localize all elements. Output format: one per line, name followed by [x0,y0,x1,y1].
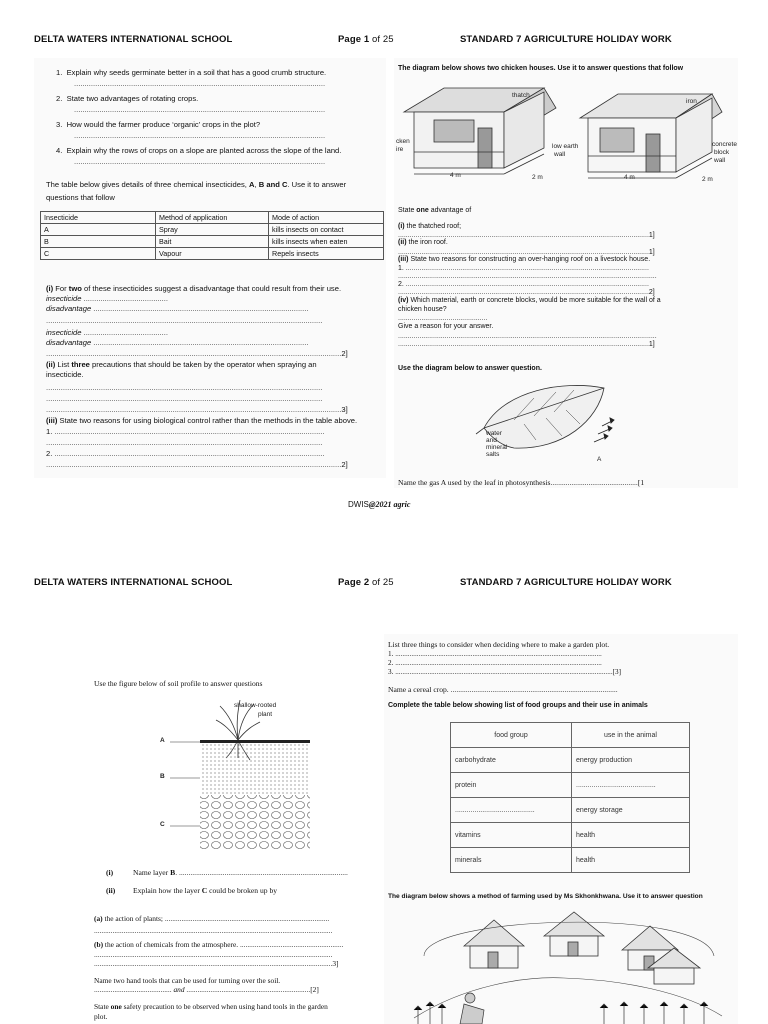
question-name-layer-b: (i) [106,868,114,877]
table-row [451,823,690,848]
insecticide-line: insecticide ........................................ [46,328,168,337]
give-reason: Give a reason for your answer. [398,323,494,330]
topsoil-surface [200,740,310,743]
question-name-layer-b-text: Name layer B. ......................................................................................... [133,868,348,877]
crops-icon [414,1002,708,1024]
answer-line-mark: .................................................................................................................................1] [398,249,655,256]
table-cell: C [41,248,156,260]
column-header: Insecticide [41,212,156,224]
answer-line: ....................................................................................................................... [74,105,326,114]
questions-panel-right [394,58,738,488]
table-intro: The table below gives details of three chemical insecticides, A, B and C. Use it to answer [46,180,347,189]
answer-line-mark: .................................................................................................................................1] [398,232,655,239]
answer-line-3: 3. .........................................................................................................................[3] [388,668,621,676]
answer-line: ..................................................................................................................................... [398,333,657,340]
layer-b [200,743,310,795]
food-table-title: Complete the table below showing list of food groups and their use in animals [388,702,648,709]
column-header: Mode of action [269,212,384,224]
answer-line-mark: .................................................................................................................................2] [398,289,655,296]
table-cell: ......................................... [451,798,572,823]
column-header: use in the animal [572,723,690,748]
answer-line: ................................................................................................................................. [94,926,333,935]
answer-line: ................................................................................................................................... [46,394,323,403]
label-2m-b: 2 m [702,176,713,183]
label-layer-A: A [160,737,165,744]
table-row [41,248,384,260]
iron-roof-house-icon [580,94,722,178]
label-iron: iron [686,98,697,105]
table-cell: Bait [156,236,269,248]
answer-line-mark: ............................................................................................................................................3] [46,405,348,414]
table-cell: health [572,848,690,873]
question-4: 4. Explain why the rows of crops on a slope are planted across the slope of the land. [56,146,342,155]
question-iron-roof: (ii) the iron roof. [398,239,448,246]
layer-pointers [170,742,200,826]
label-wall2: wall [714,157,726,164]
table-cell: Vapour [156,248,269,260]
table-cell: kills insects on contact [269,224,384,236]
soil-profile-diagram [150,700,310,850]
answer-line: ................................................................................................................................... [46,383,323,392]
table-cell: Spray [156,224,269,236]
table-cell: protein [451,773,572,798]
label-wall: wall [554,151,566,158]
table-cell: health [572,823,690,848]
chicken-diagram-title: The diagram below shows two chicken houses. Use it to answer questions that follow [398,65,684,72]
farming-diagram-title: The diagram below shows a method of farming used by Ms Skhonkhwana. Use it to answer question [388,893,703,900]
label-A: A [597,456,602,463]
label-concrete: concrete [712,141,737,148]
question-action-chemicals: (b) the action of chemicals from the atmosphere. ........................................................ [94,940,344,949]
answer-line: ................................................................................................................................... [46,316,323,325]
footer-copyright: DWIS@2021 agric [348,500,411,509]
school-name-header: DELTA WATERS INTERNATIONAL SCHOOL [34,577,233,588]
table-cell: Repels insects [269,248,384,260]
school-name-header: DELTA WATERS INTERNATIONAL SCHOOL [34,34,233,45]
table-header-row [451,723,690,748]
answer-line: ................................................................................................................................. [94,950,333,959]
holiday-work-header: STANDARD 7 AGRICULTURE HOLIDAY WORK [460,34,672,45]
answer-line: ....................................................................................................................... [74,157,326,166]
hand-tools-answer: .......................................... and ...................................................................[2] [94,985,319,994]
answer-line-mark: ............................................................................................................................................2] [46,460,348,469]
question-thatched-roof: (i) the thatched roof; [398,223,462,230]
table-cell: minerals [451,848,572,873]
answer-line: ....................................................................................................................... [74,79,326,88]
chicken-houses-diagram [394,78,738,200]
answer-line-1: 1. ............................................................................................................................. [398,265,649,272]
disadvantage-line: disadvantage ...................................................................................................... [46,304,309,313]
state-one-advantage: State one advantage of [398,207,472,214]
table-header-row [41,212,384,224]
label-water: water [486,430,502,437]
label-block: block [714,149,730,156]
label-4m-b: 4 m [624,174,635,181]
question-3: 3. How would the farmer produce ‘organic’ crops in the plot? [56,120,261,129]
question-2: 2. State two advantages of rotating crops. [56,94,199,103]
answer-line-2: 2. ................................................................................................................... [388,659,602,667]
label-salts: salts [486,451,500,458]
table-row [41,224,384,236]
label-plant: plant [258,711,273,718]
answer-line-mark: .................................................................................................................................3] [94,959,339,968]
answer-line-1: 1. ................................................................................................................... [388,650,602,658]
question-layer-c: (ii) [106,886,116,895]
page-number: Page 2 of 25 [338,577,394,588]
table-row [451,748,690,773]
table-intro-2: questions that follow [46,193,115,202]
table-row [451,798,690,823]
label-mineral: mineral [486,444,508,451]
question-ii: (ii) List three precautions that should be taken by the operator when spraying an [46,360,317,369]
answer-line: .............................................. [398,315,488,322]
table-cell: vitamins [451,823,572,848]
holiday-work-header: STANDARD 7 AGRICULTURE HOLIDAY WORK [460,577,672,588]
question-cereal: Name a cereal crop. ........................................................................................ [388,685,618,694]
disadvantage-line: disadvantage ...................................................................................................... [46,338,309,347]
table-cell: B [41,236,156,248]
question-garden-plot: List three things to consider when deciding where to make a garden plot. [388,640,610,649]
table-row [451,848,690,873]
question-1: 1. Explain why seeds germinate better in a soil that has a good crumb structure. [56,68,327,77]
question-wall-material: (iv) Which material, earth or concrete blocks, would be more suitable for the wall of a [398,297,661,304]
insecticide-table [40,211,384,260]
answer-line: ..................................................................................................................................... [398,273,657,280]
table-cell: energy production [572,748,690,773]
label-and: and [486,437,497,444]
label-shallow-rooted: shallow-rooted [234,702,277,709]
soil-intro: Use the figure below of soil profile to answer questions [94,679,263,688]
label-cken: cken [396,138,410,145]
label-2m-a: 2 m [532,174,543,181]
question-wall-material-cont: chicken house? [398,306,447,313]
gas-question: Name the gas A used by the leaf in photosynthesis..............................................[1 [398,478,645,487]
label-layer-C: C [160,821,165,828]
answer-line-2: 2. ............................................................................................................................. [398,281,649,288]
question-layer-c-text: Explain how the layer C could be broken up by [133,886,278,895]
label-4m-a: 4 m [450,172,461,179]
huts-icon [464,912,700,984]
answer-line-1: 1. ................................................................................................................................ [46,427,325,436]
column-header: food group [451,723,572,748]
insecticide-line: insecticide ........................................ [46,294,168,303]
layer-c [200,795,310,850]
answer-line-mark: .................................................................................................................................1] [398,341,655,348]
question-overhanging-roof: (iii) State two reasons for constructing an over-hanging roof on a livestock house. [398,256,651,263]
label-layer-B: B [160,773,165,780]
food-groups-table [450,722,690,873]
farmer-icon [460,993,484,1024]
question-hand-tools: Name two hand tools that can be used for turning over the soil. [94,976,281,985]
thatched-house-icon [404,88,556,174]
table-cell: kills insects when eaten [269,236,384,248]
label-ire: ire [396,146,404,153]
questions-panel-left [34,58,386,478]
page-number: Page 1 of 25 [338,34,394,45]
answer-line: ....................................................................................................................... [74,131,326,140]
questions-panel-right-p2 [384,634,738,1024]
answer-line-mark: ............................................................................................................................................2] [46,349,348,358]
farming-method-diagram [404,906,724,1024]
gas-arrows-icon [594,418,614,442]
answer-line: ................................................................................................................................... [46,438,323,447]
table-cell: energy storage [572,798,690,823]
table-row [451,773,690,798]
question-safety: State one safety precaution to be observed when using hand tools in the garden [94,1002,328,1011]
label-thatch: thatch [512,92,530,99]
question-ii-cont: insecticide. [46,370,84,379]
label-low-earth: low earth [552,143,579,150]
question-safety-cont: plot. [94,1012,108,1021]
question-iii: (iii) State two reasons for using biological control rather than the methods in the table above. [46,416,358,425]
table-cell: ......................................... [572,773,690,798]
table-row [41,236,384,248]
leaf-diagram-title: Use the diagram below to answer question. [398,365,542,372]
question-i: (i) For two of these insecticides suggest a disadvantage that could result from their use. [46,284,342,293]
answer-line-2: 2. ................................................................................................................................ [46,449,325,458]
question-action-plants: (a) the action of plants; ......................................................................................... [94,914,330,923]
table-cell: carbohydrate [451,748,572,773]
table-cell: A [41,224,156,236]
column-header: Method of application [156,212,269,224]
